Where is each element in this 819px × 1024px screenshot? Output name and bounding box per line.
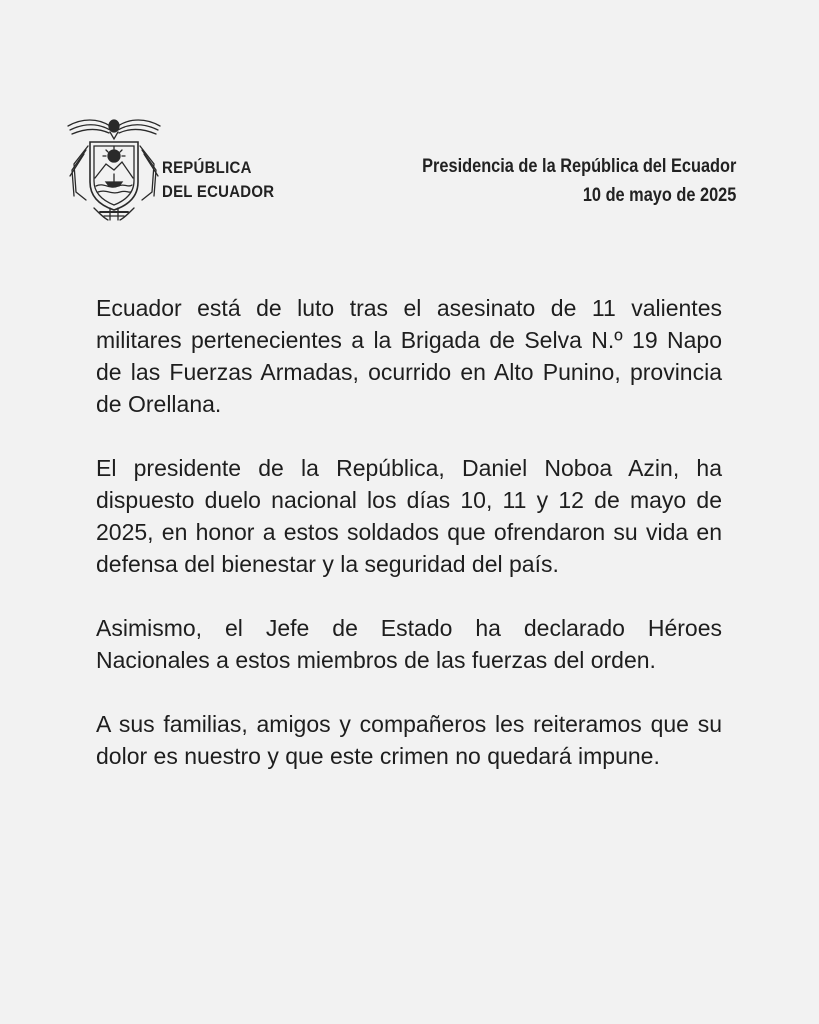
- government-logo: [64, 112, 294, 224]
- coat-of-arms-icon: [64, 112, 164, 224]
- logo-line-2: DEL ECUADOR: [162, 182, 275, 201]
- paragraph-2: El presidente de la República, Daniel Noboa Azin, ha dispuesto duelo nacional los días 10, 11 y 12 de mayo de 2025, en honor a estos soldados que ofrendaron su vida en defensa del bienestar y la seguridad del país.: [96, 455, 722, 577]
- issuer-info: [422, 152, 736, 210]
- logo-line-1: REPÚBLICA: [162, 158, 252, 177]
- paragraph-1: Ecuador está de luto tras el asesinato de 11 valientes militares pertenecientes a la Brigada de Selva N.º 19 Napo de las Fuerzas Armadas, ocurrido en Alto Punino, provincia de Orellana.: [96, 295, 722, 417]
- letterhead: [64, 112, 736, 224]
- statement-body: [96, 292, 722, 804]
- issuer-name: Presidencia de la República del Ecuador: [421, 156, 736, 177]
- paragraph-3: Asimismo, el Jefe de Estado ha declarado Héroes Nacionales a estos miembros de las fuerzas del orden.: [96, 615, 722, 673]
- logo-wordmark: [162, 156, 274, 204]
- paragraph-4: A sus familias, amigos y compañeros les reiteramos que su dolor es nuestro y que este crimen no quedará impune.: [96, 711, 722, 769]
- issue-date: 10 de mayo de 2025: [582, 185, 736, 206]
